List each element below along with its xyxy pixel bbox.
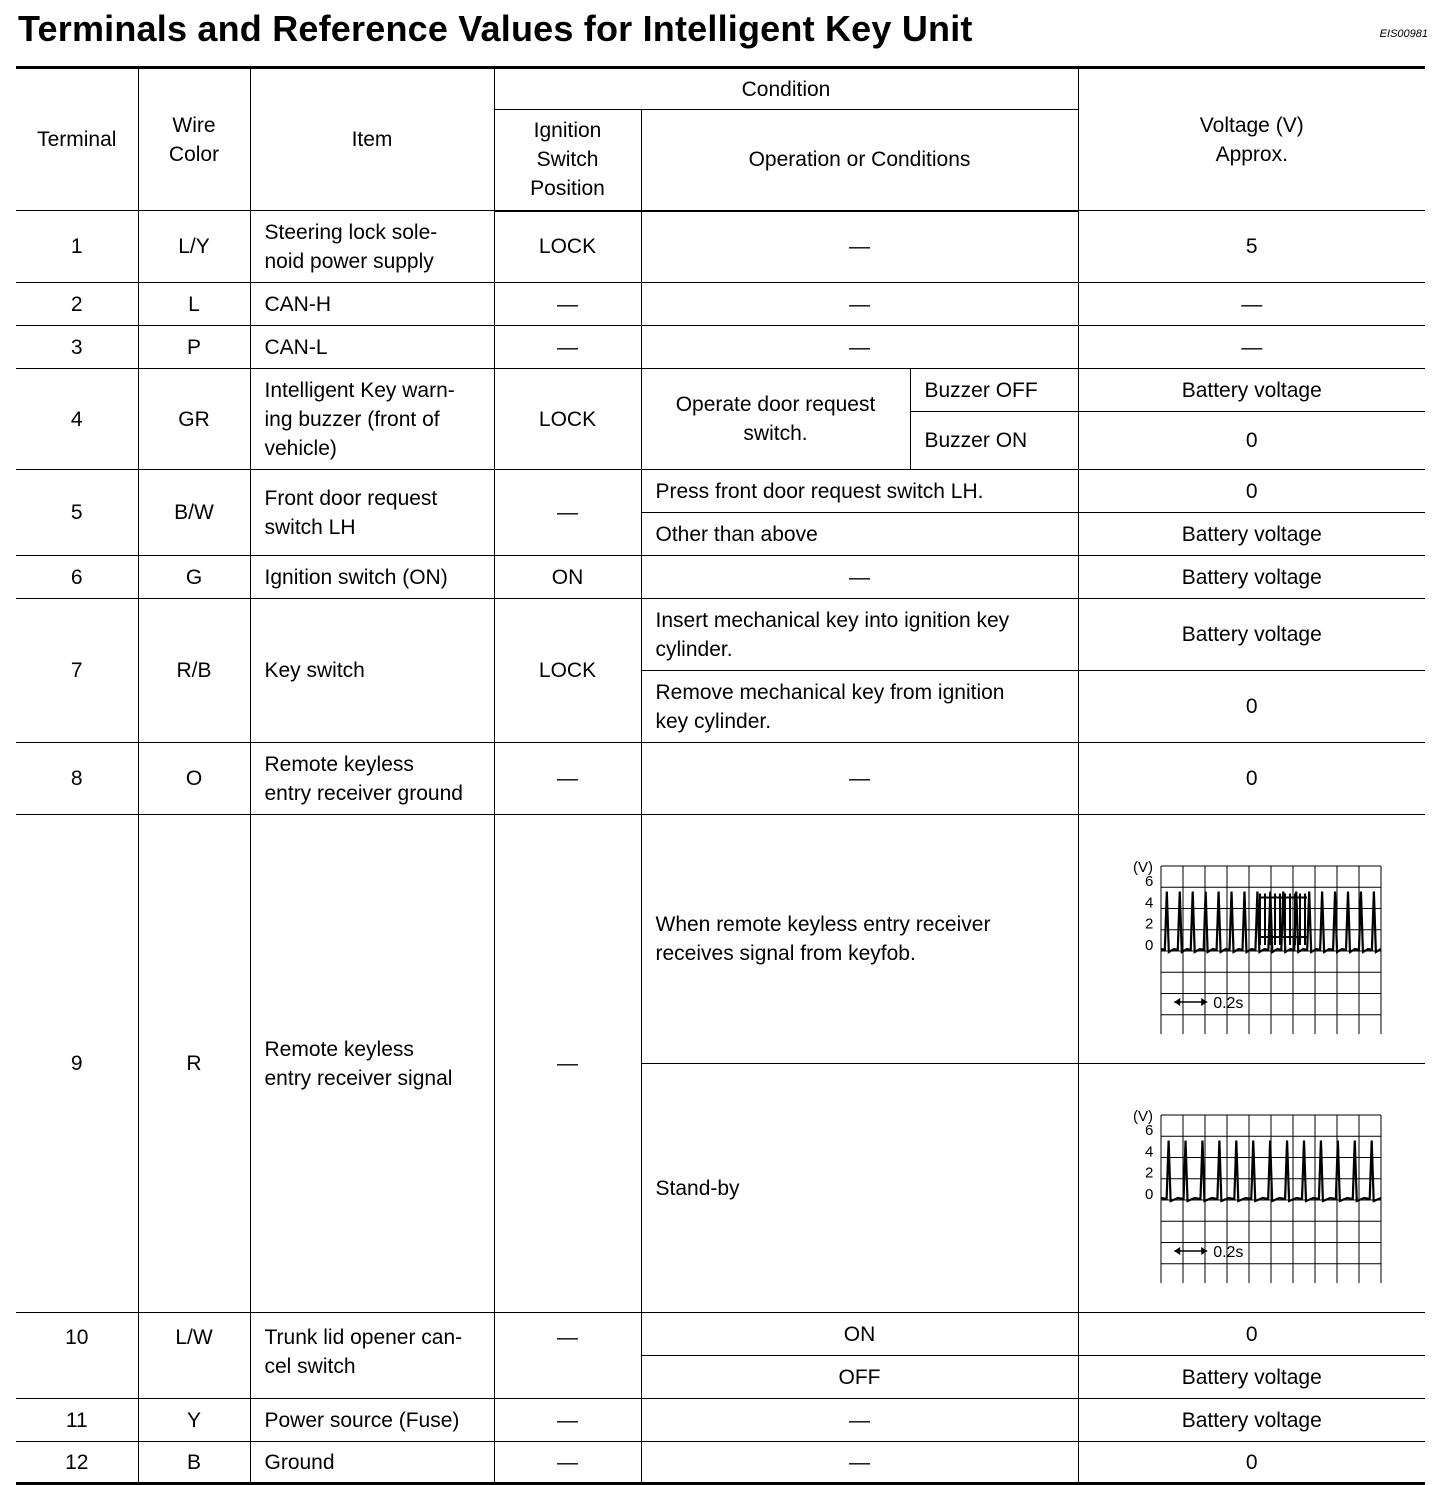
sub-condition-cell: Buzzer ON [910, 412, 1078, 470]
ignition-cell: ON [494, 556, 641, 599]
voltage-cell: 0 [1078, 1442, 1425, 1484]
sub-condition-cell: Buzzer OFF [910, 369, 1078, 412]
terminal-cell: 10 [16, 1313, 138, 1399]
voltage-cell: — [1078, 326, 1425, 369]
table-row [16, 211, 1425, 283]
table-row [16, 1313, 1425, 1356]
table-row [16, 369, 1425, 412]
page-title: Terminals and Reference Values for Intelligent Key Unit [18, 8, 973, 49]
ignition-cell: — [494, 1399, 641, 1442]
scope-tick-label: 2 [1144, 1164, 1154, 1182]
wire-color-cell: L [138, 283, 250, 326]
voltage-cell: 0 [1078, 671, 1425, 743]
item-cell: Front door request switch LH [250, 470, 494, 556]
terminal-cell: 4 [16, 369, 138, 470]
header-item: Item [250, 68, 494, 211]
operation-cell: Stand-by [641, 1064, 1078, 1313]
scope-tick-label: 0 [1144, 936, 1154, 954]
operation-cell: Remove mechanical key from ignition key cylinder. [641, 671, 1078, 743]
ignition-cell: — [494, 1442, 641, 1484]
terminal-cell: 6 [16, 556, 138, 599]
voltage-cell: Battery voltage [1078, 1399, 1425, 1442]
table-row [16, 470, 1425, 513]
ignition-cell: — [494, 815, 641, 1313]
voltage-cell: 5 [1078, 211, 1425, 283]
operation-cell: Operate door request switch. [641, 369, 910, 470]
voltage-cell: 0 [1078, 743, 1425, 815]
ignition-cell: — [494, 1313, 641, 1399]
table-row [16, 556, 1425, 599]
wire-color-cell: O [138, 743, 250, 815]
terminals-table [16, 66, 1425, 1485]
item-cell: Remote keyless entry receiver ground [250, 743, 494, 815]
oscilloscope-waveform-standby [1117, 1093, 1387, 1283]
terminal-cell: 7 [16, 599, 138, 743]
ignition-cell: LOCK [494, 369, 641, 470]
time-division-label: 0.2s [1212, 1244, 1244, 1261]
wire-color-cell: L/Y [138, 211, 250, 283]
table-row [16, 743, 1425, 815]
header-ignition-position: Ignition Switch Position [494, 110, 641, 211]
voltage-cell: Battery voltage [1078, 513, 1425, 556]
voltage-cell: 0 [1078, 1313, 1425, 1356]
operation-cell: — [641, 326, 1078, 369]
table-row [16, 815, 1425, 1064]
voltage-cell: Battery voltage [1078, 369, 1425, 412]
item-cell: Steering lock sole- noid power supply [250, 211, 494, 283]
operation-cell: OFF [641, 1356, 1078, 1399]
operation-cell: Other than above [641, 513, 1078, 556]
wire-color-cell: R/B [138, 599, 250, 743]
terminal-cell: 9 [16, 815, 138, 1313]
table-row [16, 326, 1425, 369]
operation-cell: — [641, 1442, 1078, 1484]
terminal-cell: 3 [16, 326, 138, 369]
ignition-cell: LOCK [494, 211, 641, 283]
scope-unit-label: (V) [1132, 1108, 1153, 1125]
item-cell: CAN-L [250, 326, 494, 369]
wire-color-cell: Y [138, 1399, 250, 1442]
wire-color-cell: B [138, 1442, 250, 1484]
oscilloscope-waveform-signal [1117, 844, 1387, 1034]
ignition-cell: — [494, 326, 641, 369]
terminal-cell: 8 [16, 743, 138, 815]
table-row [16, 1442, 1425, 1484]
header-condition: Condition [494, 68, 1078, 110]
item-cell: Ground [250, 1442, 494, 1484]
wire-color-cell: P [138, 326, 250, 369]
table-row [16, 599, 1425, 671]
ignition-cell: LOCK [494, 599, 641, 743]
scope-tick-label: 2 [1144, 915, 1154, 933]
wire-color-cell: B/W [138, 470, 250, 556]
ignition-cell: — [494, 470, 641, 556]
wire-color-cell: R [138, 815, 250, 1313]
scope-tick-label: 4 [1144, 1143, 1154, 1161]
wire-color-cell: GR [138, 369, 250, 470]
voltage-cell: 0 [1078, 412, 1425, 470]
item-cell: CAN-H [250, 283, 494, 326]
table-row [16, 283, 1425, 326]
voltage-cell: Battery voltage [1078, 1356, 1425, 1399]
terminal-cell: 11 [16, 1399, 138, 1442]
item-cell: Intelligent Key warn- ing buzzer (front of vehicle) [250, 369, 494, 470]
ignition-cell: — [494, 743, 641, 815]
operation-cell: — [641, 1399, 1078, 1442]
operation-cell: ON [641, 1313, 1078, 1356]
scope-tick-label: 4 [1144, 894, 1154, 912]
scope-tick-label: 6 [1144, 873, 1154, 890]
voltage-cell: 0 [1078, 470, 1425, 513]
terminal-cell: 1 [16, 211, 138, 283]
time-division-label: 0.2s [1212, 995, 1244, 1012]
voltage-waveform-cell [1078, 815, 1425, 1064]
item-cell: Remote keyless entry receiver signal [250, 815, 494, 1313]
scope-unit-label: (V) [1132, 859, 1153, 876]
item-cell: Trunk lid opener can- cel switch [250, 1313, 494, 1399]
table-row [16, 1399, 1425, 1442]
operation-cell: — [641, 211, 1078, 283]
item-cell: Key switch [250, 599, 494, 743]
scope-tick-label: 0 [1144, 1185, 1154, 1203]
item-cell: Power source (Fuse) [250, 1399, 494, 1442]
header-operation: Operation or Conditions [641, 110, 1078, 211]
header-voltage: Voltage (V) Approx. [1078, 68, 1425, 211]
header-terminal: Terminal [16, 68, 138, 211]
voltage-cell: — [1078, 283, 1425, 326]
scope-trace [1161, 1141, 1381, 1202]
operation-cell: Press front door request switch LH. [641, 470, 1078, 513]
terminal-cell: 2 [16, 283, 138, 326]
voltage-waveform-cell [1078, 1064, 1425, 1313]
terminal-cell: 12 [16, 1442, 138, 1484]
wire-color-cell: L/W [138, 1313, 250, 1399]
scope-tick-label: 6 [1144, 1122, 1154, 1139]
document-code: EIS00981 [1379, 28, 1428, 40]
operation-cell: Insert mechanical key into ignition key cylinder. [641, 599, 1078, 671]
operation-cell: — [641, 283, 1078, 326]
ignition-cell: — [494, 283, 641, 326]
terminal-cell: 5 [16, 470, 138, 556]
voltage-cell: Battery voltage [1078, 556, 1425, 599]
operation-cell: — [641, 556, 1078, 599]
wire-color-cell: G [138, 556, 250, 599]
item-cell: Ignition switch (ON) [250, 556, 494, 599]
operation-cell: When remote keyless entry receiver receives signal from keyfob. [641, 815, 1078, 1064]
header-wire-color: Wire Color [138, 68, 250, 211]
voltage-cell: Battery voltage [1078, 599, 1425, 671]
operation-cell: — [641, 743, 1078, 815]
